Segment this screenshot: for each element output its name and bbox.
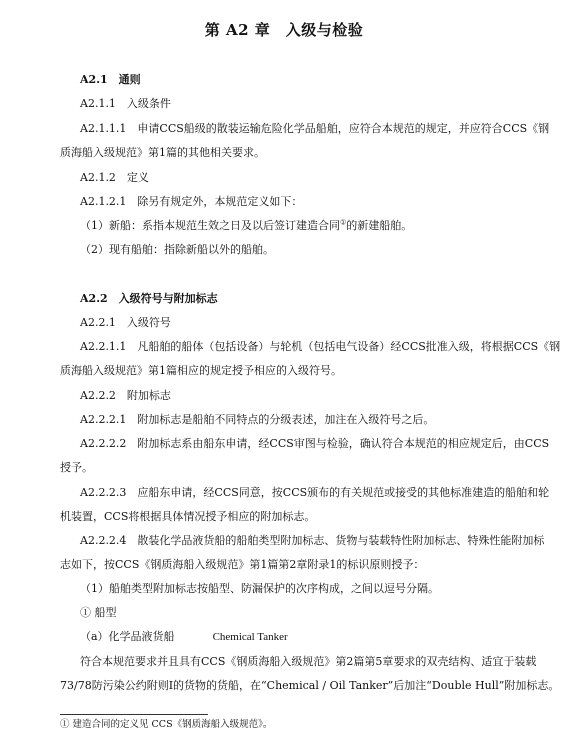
footnote: ① 建造合同的定义见 CCS《钢质海船入级规范》。 <box>60 719 273 730</box>
subsection-heading-a2-2-2: A2.2.2 附加标志 <box>80 389 171 402</box>
list-item-ship-type: ① 船型 <box>80 606 117 619</box>
section-heading-a2-1: A2.1 通则 <box>80 73 141 86</box>
section-heading-a2-2: A2.2 入级符号与附加标志 <box>80 292 218 305</box>
paragraph-a2-2-1-1-line1: A2.2.1.1 凡船舶的船体（包括设备）与轮机（包括电气设备）经CCS批准入级，将根据CCS《钢 <box>80 340 561 353</box>
subsection-heading-a2-2-1: A2.2.1 入级符号 <box>80 316 171 329</box>
paragraph-a2-2-2-2-line2: 授予。 <box>60 461 93 474</box>
list-item-ship-type-notation: （1）船舶类型附加标志按船型、防漏保护的次序构成，之间以逗号分隔。 <box>80 582 439 595</box>
paragraph-a2-1-1-1-line2: 质海船入级规范》第1篇的其他相关要求。 <box>60 146 265 159</box>
subsection-heading-a2-1-1: A2.1.1 入级条件 <box>80 97 171 110</box>
subsection-heading-a2-1-2: A2.1.2 定义 <box>80 171 149 184</box>
paragraph-a2-2-2-2-line1: A2.2.2.2 附加标志系由船东申请，经CCS审图与检验，确认符合本规范的相应规定后，由CCS <box>80 437 550 450</box>
paragraph-double-hull-line2: 73/78防污染公约附则I的货物的货船，在“Chemical / Oil Tanker”后加注“Double Hull”附加标志。 <box>60 679 560 692</box>
footnote-reference[interactable]: ① <box>340 218 347 227</box>
definition-existing-ship: （2）现有船舶：指除新船以外的船舶。 <box>80 243 274 256</box>
paragraph-a2-2-2-1: A2.2.2.1 附加标志是船舶不同特点的分级表述，加注在入级符号之后。 <box>80 413 435 426</box>
paragraph-a2-2-2-4-line1: A2.2.2.4 散装化学品液货船的船舶类型附加标志、货物与装载特性附加标志、特殊性能附加标 <box>80 534 545 547</box>
chemical-tanker-label-cn: （a）化学品液货船 <box>80 630 175 643</box>
definition-new-ship-text-end: 的新建船舶。 <box>346 219 413 232</box>
chapter-title: 第 A2 章 入级与检验 <box>204 21 364 39</box>
definition-new-ship <box>80 219 412 233</box>
paragraph-a2-2-2-4-line2: 志如下，按CCS《钢质海船入级规范》第1篇第2章附录1的标识原则授予： <box>60 558 425 571</box>
list-item-chemical-tanker <box>80 630 288 644</box>
paragraph-a2-1-2-1: A2.1.2.1 除另有规定外，本规范定义如下： <box>80 195 303 208</box>
paragraph-a2-2-1-1-line2: 质海船入级规范》第1篇相应的规定授予相应的入级符号。 <box>60 364 342 377</box>
footnote-divider <box>60 714 208 715</box>
definition-new-ship-text: （1）新船：系指本规范生效之日及以后签订建造合同 <box>80 219 340 232</box>
paragraph-double-hull-line1: 符合本规范要求并且具有CCS《钢质海船入级规范》第2篇第5章要求的双壳结构、适宜于装载 <box>80 655 537 668</box>
paragraph-a2-1-1-1-line1: A2.1.1.1 申请CCS船级的散装运输危险化学品船舶，应符合本规范的规定，并应符合CCS《钢 <box>80 122 550 135</box>
paragraph-a2-2-2-3-line2: 机装置，CCS将根据具体情况授予相应的附加标志。 <box>60 510 316 523</box>
paragraph-a2-2-2-3-line1: A2.2.2.3 应船东申请，经CCS同意，按CCS颁布的有关规范或接受的其他标准建造的船舶和轮 <box>80 486 550 499</box>
chemical-tanker-label-en: Chemical Tanker <box>212 631 288 643</box>
